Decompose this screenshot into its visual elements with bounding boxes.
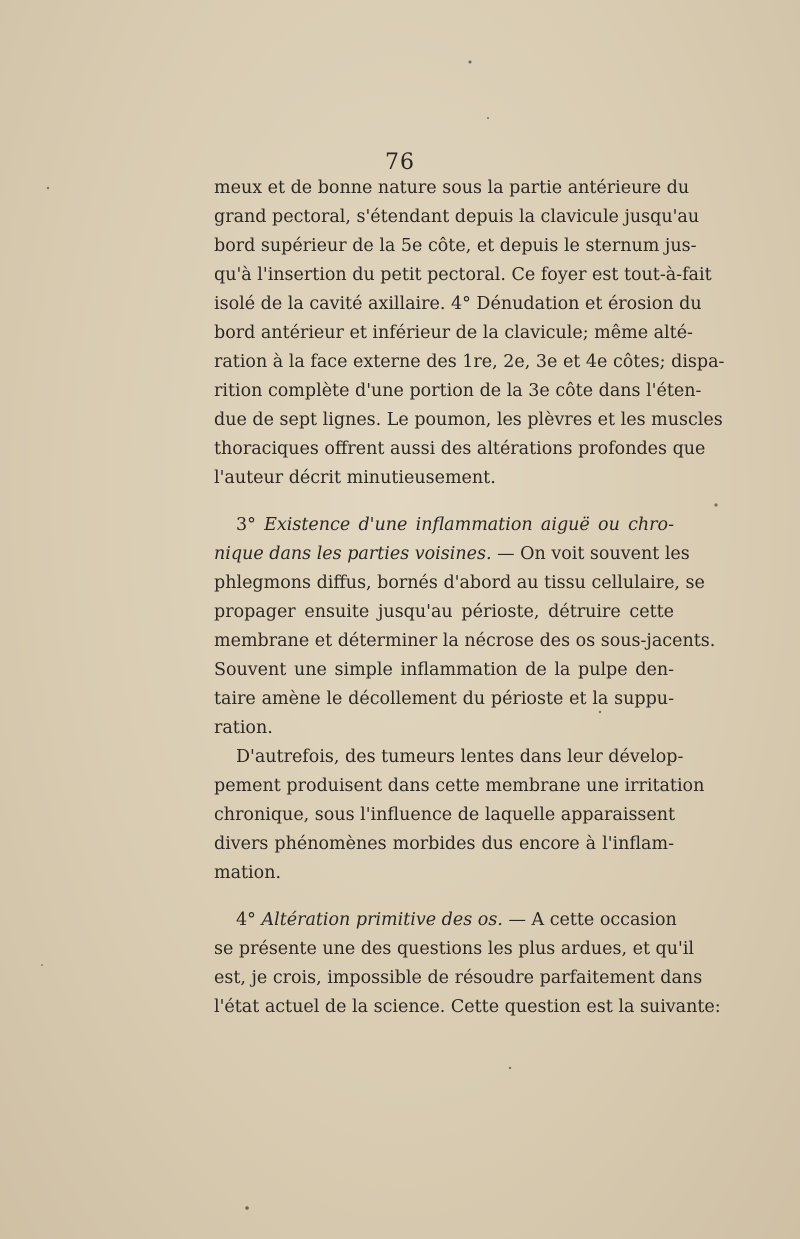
paragraph-1 [214,174,725,493]
text-line: propager ensuite jusqu'au périoste, détruire cette [214,602,674,622]
body-text [214,174,725,1022]
text-line: l'auteur décrit minutieusement. [214,468,496,488]
text-line: rition complète d'une portion de la 3e côte dans l'éten- [214,381,702,401]
heading-continuation [214,540,690,569]
heading-number: 4° [236,910,256,930]
text-line: bord antérieur et inférieur de la clavicule; même alté- [214,323,693,343]
text-line: pement produisent dans cette membrane une irritation [214,776,705,796]
text-line: taire amène le décollement du périoste et la suppu- [214,689,674,709]
heading-italic: Existence d'une inflammation aiguë ou chro- [264,515,674,535]
text-line: ration à la face externe des 1re, 2e, 3e et 4e côtes; dispa- [214,352,725,372]
paragraph-3 [214,743,705,888]
heading-rest: — On voit souvent les [491,544,690,564]
text-line: grand pectoral, s'étendant depuis la clavicule jusqu'au [214,207,700,227]
text-line: ration. [214,718,273,738]
text-line: bord supérieur de la 5e côte, et depuis le sternum jus- [214,236,697,256]
text-line: membrane et déterminer la nécrose des os sous-jacents. [214,631,716,651]
text-line: phlegmons diffus, bornés d'abord au tissu cellulaire, se [214,573,705,593]
text-line: meux et de bonne nature sous la partie antérieure du [214,178,690,198]
heading-number: 3° [236,515,256,535]
page-number: 76 [385,150,415,175]
text-line: est, je crois, impossible de résoudre parfaitement dans [214,968,703,988]
section-heading-4 [214,906,677,935]
section-heading-3 [214,511,674,540]
text-line: due de sept lignes. Le poumon, les plèvres et les muscles [214,410,723,430]
text-line: mation. [214,863,282,883]
text-line: chronique, sous l'influence de laquelle apparaissent [214,805,676,825]
text-line: l'état actuel de la science. Cette question est la suivante: [214,997,721,1017]
text-line: divers phénomènes morbides dus encore à l'inflam- [214,834,674,854]
heading-rest: — A cette occasion [502,910,677,930]
text-line: thoraciques offrent aussi des altérations profondes que [214,439,706,459]
text-line: se présente une des questions les plus ardues, et qu'il [214,939,695,959]
heading-italic: Altération primitive des os. [261,910,503,930]
heading-italic: nique dans les parties voisines. [214,544,492,564]
text-line: Souvent une simple inflammation de la pulpe den- [214,660,674,680]
text-line: D'autrefois, des tumeurs lentes dans leur dévelop- [236,747,684,767]
text-line: isolé de la cavité axillaire. 4° Dénudation et érosion du [214,294,702,314]
text-line: qu'à l'insertion du petit pectoral. Ce foyer est tout-à-fait [214,265,712,285]
paragraph-4 [214,906,721,1022]
paragraph-2 [214,511,716,743]
